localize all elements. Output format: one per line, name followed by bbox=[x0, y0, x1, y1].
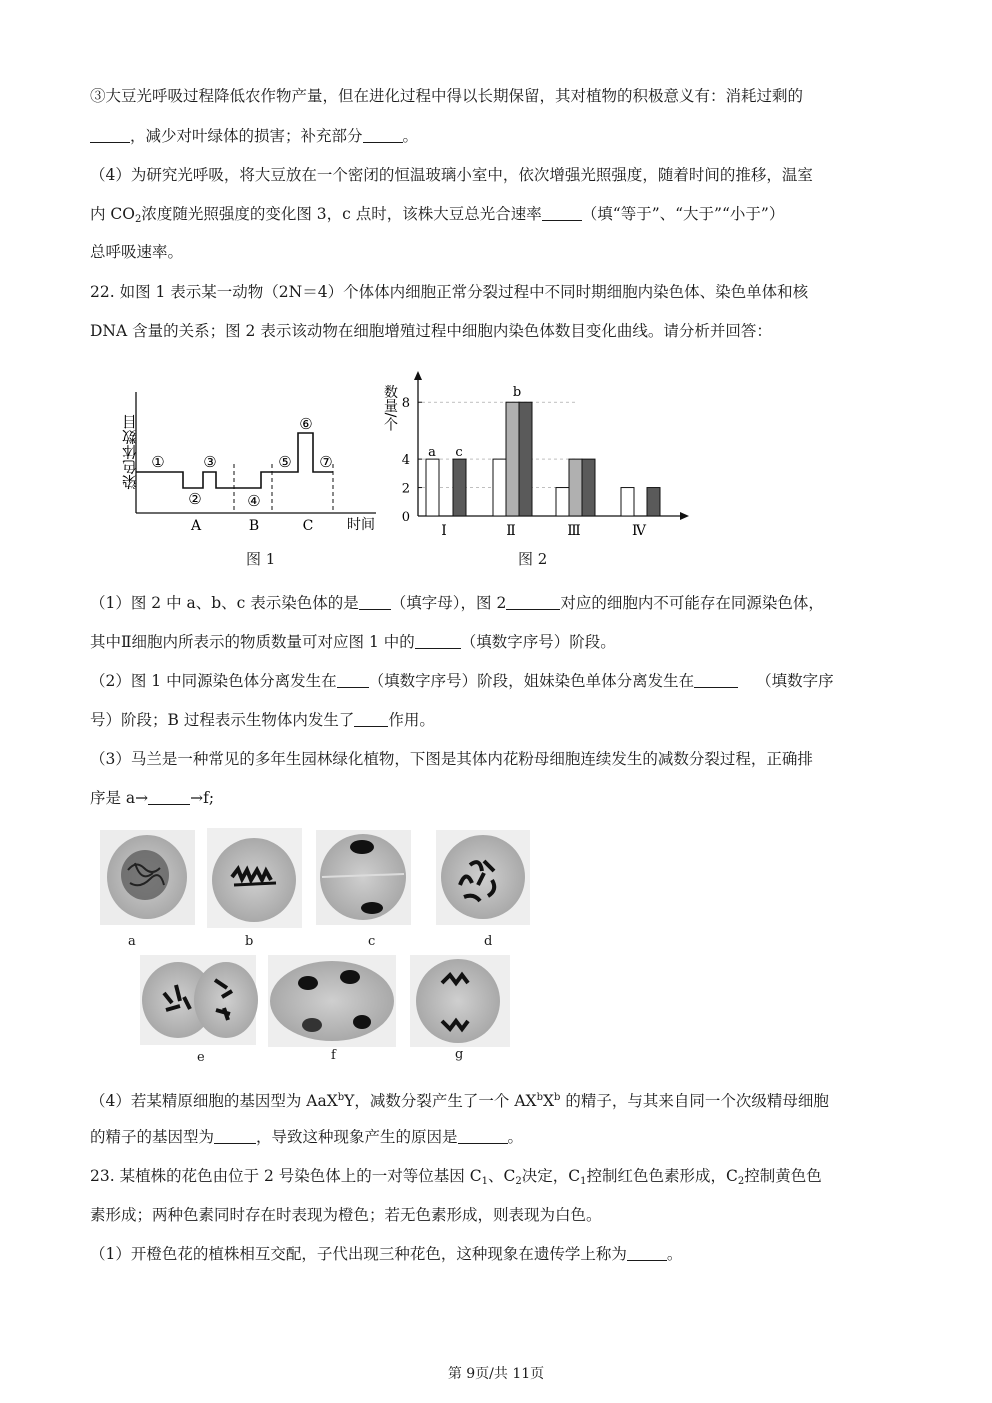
cell-a bbox=[100, 830, 195, 925]
answer-blank[interactable] bbox=[354, 712, 388, 727]
q21-line3: （4）为研究光呼吸，将大豆放在一个密闭的恒温玻璃小室中，依次增强光照强度，随着时间的推移，温室 bbox=[90, 166, 813, 184]
q21-text: （填“等于”、“大于”“小于”） bbox=[581, 205, 785, 223]
cell-b bbox=[207, 828, 302, 928]
answer-blank[interactable] bbox=[506, 595, 560, 610]
cell-label-g: g bbox=[455, 1047, 464, 1062]
fig2-category-label: Ⅳ bbox=[632, 523, 646, 539]
bar-c-3 bbox=[582, 459, 595, 516]
q22-p2-line2 bbox=[90, 710, 435, 730]
q22-text: 作用。 bbox=[388, 711, 435, 729]
subscript: 1 bbox=[481, 1176, 488, 1187]
fig2-ytick-label: 2 bbox=[401, 481, 410, 497]
bar-c-4 bbox=[647, 488, 660, 516]
fig2-caption: 图 2 bbox=[518, 550, 548, 568]
q21-line2 bbox=[90, 126, 418, 146]
fig1-xlabel: 时间 bbox=[347, 517, 375, 533]
q22-text: →f; bbox=[190, 789, 215, 807]
fig1-stage-7: ⑦ bbox=[319, 453, 333, 471]
q22-text: （填数字序号）阶段。 bbox=[460, 633, 616, 651]
fig2-category-label: Ⅱ bbox=[506, 523, 516, 539]
q22-line2: DNA 含量的关系；图 2 表示该动物在细胞增殖过程中细胞内染色体数目变化曲线。请分析并回答： bbox=[90, 322, 772, 340]
bar-a-3 bbox=[556, 488, 569, 516]
answer-blank[interactable] bbox=[359, 595, 391, 610]
q21-text: 内 CO bbox=[90, 205, 135, 223]
q22-text: （填数字序号）阶段，姐妹染色单体分离发生在 bbox=[368, 672, 695, 690]
fig1-stage-4: ④ bbox=[247, 492, 261, 510]
q22-text: （1）图 2 中 a、b、c 表示染色体的是 bbox=[90, 594, 359, 612]
q22-text: （4）若某精原细胞的基因型为 AaX bbox=[90, 1092, 338, 1110]
fig1-phase-b: B bbox=[248, 518, 260, 534]
q22-text: （填字母），图 2 bbox=[390, 594, 507, 612]
q23-line2: 素形成；两种色素同时存在时表现为橙色；若无色素形成，则表现为白色。 bbox=[90, 1206, 602, 1224]
q23-text: 、C bbox=[487, 1167, 516, 1185]
cell-f bbox=[268, 955, 396, 1047]
cell-label-b: b bbox=[245, 934, 254, 949]
bar-b-2 bbox=[506, 402, 519, 516]
bar-c-2 bbox=[519, 402, 532, 516]
bar-a-4 bbox=[621, 488, 634, 516]
q23-line1 bbox=[90, 1166, 822, 1192]
superscript: b bbox=[337, 1092, 345, 1103]
fig1-caption: 图 1 bbox=[246, 550, 276, 568]
fig2-category-label: Ⅲ bbox=[567, 523, 581, 539]
q22-text: （2）图 1 中同源染色体分离发生在 bbox=[90, 672, 337, 690]
cell-e bbox=[140, 955, 258, 1045]
q23-text: 控制黄色色 bbox=[744, 1167, 822, 1185]
fig2-ytick-label: 4 bbox=[401, 453, 410, 469]
answer-blank[interactable] bbox=[148, 790, 190, 805]
q22-p3-line1: （3）马兰是一种常见的多年生园林绿化植物，下图是其体内花粉母细胞连续发生的减数分裂过程，正确排 bbox=[90, 750, 813, 768]
q22-text: 的精子的基因型为 bbox=[90, 1128, 215, 1146]
q21-text: 。 bbox=[402, 127, 419, 145]
q22-text: 号）阶段；B 过程表示生物体内发生了 bbox=[90, 711, 355, 729]
answer-blank[interactable] bbox=[694, 673, 738, 688]
fig2-bar-label-c: c bbox=[455, 445, 463, 460]
fig1-phase-a: A bbox=[190, 518, 202, 534]
q23-text: 23. 某植株的花色由位于 2 号染色体上的一对等位基因 C bbox=[90, 1167, 482, 1185]
page-footer: 第 9页/共 11页 bbox=[447, 1366, 545, 1382]
fig2-bar-label-b: b bbox=[512, 385, 522, 400]
fig1-stage-2: ② bbox=[188, 490, 202, 508]
bar-b-3 bbox=[569, 459, 582, 516]
q23-line3 bbox=[90, 1244, 682, 1264]
answer-blank[interactable] bbox=[337, 673, 369, 688]
q22-p1-line1 bbox=[90, 593, 824, 613]
fig2-x-arrow bbox=[680, 512, 689, 520]
q22-text: 序是 a→ bbox=[90, 789, 149, 807]
cell-c bbox=[316, 830, 411, 925]
q22-text: ，导致这种现象产生的原因是 bbox=[256, 1128, 458, 1146]
q21-line5: 总呼吸速率。 bbox=[90, 243, 184, 261]
fig2-bar-label-a: a bbox=[428, 445, 436, 460]
fig1-stage-5: ⑤ bbox=[278, 453, 292, 471]
q22-text: Y，减数分裂产生了一个 AX bbox=[344, 1092, 537, 1110]
fig2-y-arrow bbox=[414, 371, 422, 380]
cell-label-f: f bbox=[331, 1048, 336, 1063]
cell-g bbox=[410, 955, 510, 1047]
q23-text: （1）开橙色花的植株相互交配，子代出现三种花色，这种现象在遗传学上称为 bbox=[90, 1245, 627, 1263]
q22-text: 的精子，与其来自同一个次级精母细胞 bbox=[560, 1092, 829, 1110]
cell-label-e: e bbox=[197, 1050, 205, 1065]
q22-text: （填数字序 bbox=[756, 672, 834, 690]
fig2-ytick-label: 8 bbox=[401, 396, 410, 412]
q23-text: 决定，C bbox=[521, 1167, 581, 1185]
superscript: b bbox=[536, 1092, 543, 1103]
answer-blank[interactable] bbox=[214, 1129, 256, 1144]
q22-text: 对应的细胞内不可能存在同源染色体， bbox=[560, 594, 824, 612]
fig2-ylabel: 数量/个 bbox=[382, 384, 398, 432]
q22-p3-line2 bbox=[90, 788, 214, 808]
answer-blank[interactable] bbox=[542, 206, 582, 221]
fig2-ytick-label: 0 bbox=[401, 510, 410, 525]
q22-p2-line1 bbox=[90, 671, 834, 691]
q21-text: ，减少对叶绿体的损害；补充部分 bbox=[130, 127, 363, 145]
figure-1 bbox=[108, 380, 388, 540]
cell-d bbox=[436, 830, 530, 925]
subscript: 2 bbox=[135, 214, 142, 225]
figure-2 bbox=[376, 368, 696, 540]
fig1-stage-6: ⑥ bbox=[299, 415, 313, 433]
bar-c-1 bbox=[453, 459, 466, 516]
q21-line4 bbox=[90, 204, 784, 230]
q23-text: 。 bbox=[666, 1245, 683, 1263]
fig1-ylabel: 染色体数目 bbox=[121, 414, 139, 490]
fig2-category-label: Ⅰ bbox=[441, 523, 447, 539]
answer-blank[interactable] bbox=[627, 1246, 667, 1261]
answer-blank[interactable] bbox=[363, 128, 403, 143]
subscript: 2 bbox=[737, 1176, 745, 1187]
q23-text: 控制红色色素形成，C bbox=[586, 1167, 738, 1185]
q22-text: X bbox=[542, 1092, 555, 1110]
q22-text: 。 bbox=[507, 1128, 524, 1146]
cell-micrographs bbox=[100, 825, 530, 1070]
cell-label-a: a bbox=[128, 934, 136, 949]
fig1-stage-1: ① bbox=[151, 453, 165, 471]
cell-label-d: d bbox=[484, 934, 493, 949]
bar-a-1 bbox=[426, 459, 439, 516]
fig1-phase-c: C bbox=[302, 518, 314, 534]
answer-blank[interactable] bbox=[90, 128, 130, 143]
fig1-stage-3: ③ bbox=[203, 453, 217, 471]
subscript: 1 bbox=[580, 1176, 587, 1187]
q21-line1: ③大豆光呼吸过程降低农作物产量，但在进化过程中得以长期保留，其对植物的积极意义有：消耗过剩的 bbox=[90, 87, 804, 105]
q22-text: 其中Ⅱ细胞内所表示的物质数量可对应图 1 中的 bbox=[90, 633, 415, 651]
cell-label-c: c bbox=[368, 934, 376, 949]
bar-a-2 bbox=[493, 459, 506, 516]
q22-p1-line2 bbox=[90, 632, 616, 652]
q21-text: 浓度随光照强度的变化图 3，c 点时，该株大豆总光合速率 bbox=[141, 205, 542, 223]
q22-p4-line2 bbox=[90, 1127, 523, 1147]
answer-blank[interactable] bbox=[415, 634, 461, 649]
q22-line1: 22. 如图 1 表示某一动物（2N＝4）个体体内细胞正常分裂过程中不同时期细胞内染色体、染色单体和核 bbox=[90, 283, 809, 301]
answer-blank[interactable] bbox=[458, 1129, 508, 1144]
subscript: 2 bbox=[515, 1176, 522, 1187]
superscript: b bbox=[554, 1092, 561, 1103]
q22-p4-line1 bbox=[90, 1088, 829, 1111]
